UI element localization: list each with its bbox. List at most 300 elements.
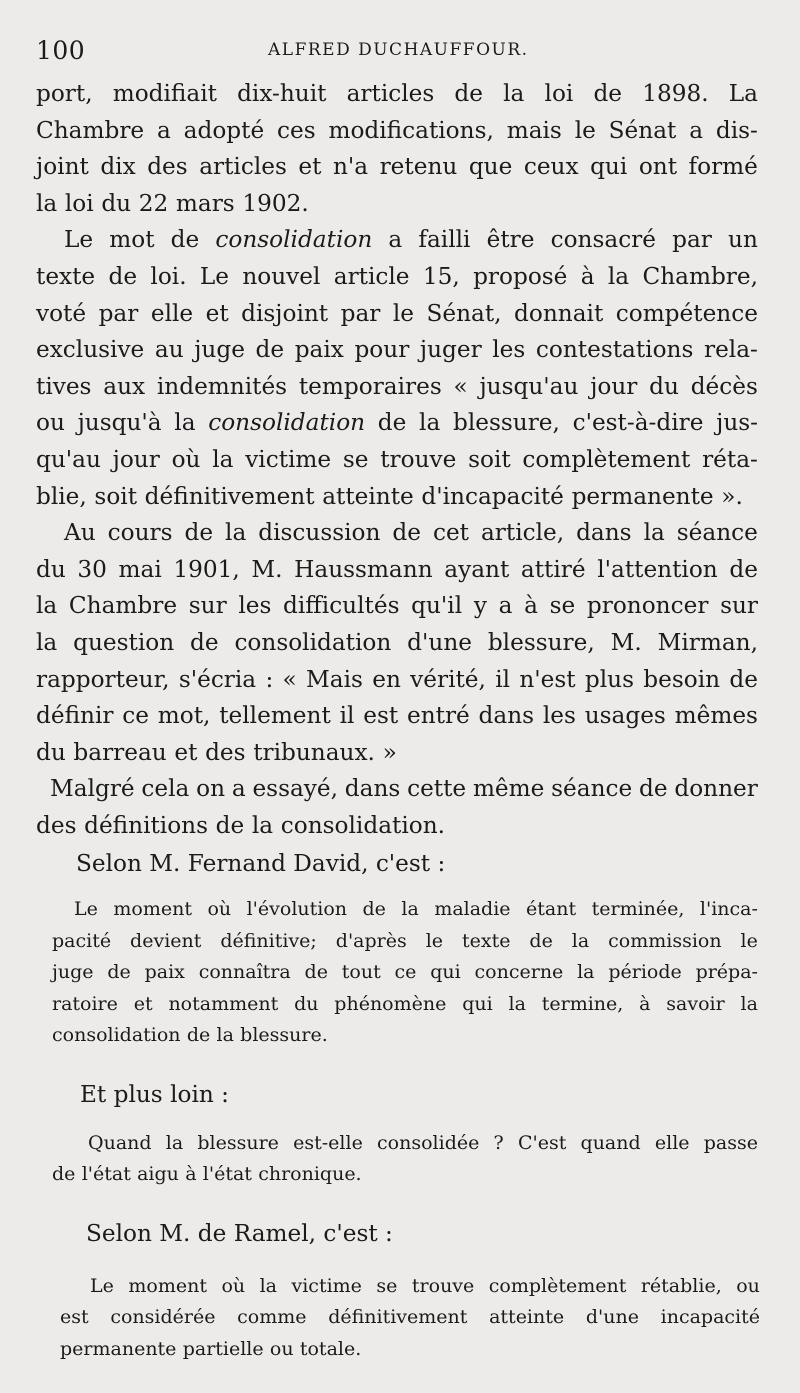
word: dix	[100, 153, 136, 181]
word: blessure.	[240, 1024, 328, 1047]
word: dans	[344, 775, 401, 803]
word: se	[376, 1274, 398, 1297]
word: attiré	[520, 555, 586, 583]
word: cours	[107, 519, 173, 547]
word: incapacité	[660, 1306, 760, 1329]
word: considérée	[110, 1306, 216, 1329]
word: article	[333, 262, 410, 290]
word: ou	[269, 1337, 294, 1360]
word: 30	[77, 555, 107, 583]
word: y	[473, 592, 487, 620]
word: de	[362, 898, 386, 921]
word: totale.	[299, 1337, 362, 1360]
word: blessure,	[487, 628, 595, 656]
word: à	[185, 1163, 197, 1186]
word: permanente	[571, 482, 714, 510]
word: le	[425, 929, 444, 952]
word: cela	[141, 775, 190, 803]
word: des	[36, 811, 77, 839]
word: Au	[64, 519, 96, 547]
word: paix	[294, 336, 344, 364]
word: Sénat,	[426, 299, 502, 327]
paragraph-discussion	[36, 515, 758, 771]
word: les	[542, 702, 576, 730]
word: moment	[113, 898, 192, 921]
text-line	[52, 1159, 758, 1191]
word: du	[36, 738, 66, 766]
word: le	[740, 929, 758, 952]
word: les	[492, 336, 526, 364]
page-body	[36, 76, 758, 1365]
word: la	[259, 1274, 278, 1297]
word: Malgré	[50, 775, 135, 803]
word: pacité	[52, 929, 112, 952]
quote-plus-loin	[52, 1128, 758, 1191]
word: de	[52, 1163, 76, 1186]
word: blie,	[36, 482, 87, 510]
word: de	[729, 665, 758, 693]
word: M.	[251, 555, 283, 583]
text-line	[36, 222, 758, 259]
paragraph-loi-1902	[36, 76, 758, 222]
text-line	[36, 186, 758, 223]
word: réta-	[702, 445, 758, 473]
word: séance	[551, 775, 633, 803]
word: Mirman,	[657, 628, 758, 656]
text-line	[36, 662, 758, 699]
word: temporaires	[298, 372, 442, 400]
word: et	[133, 992, 153, 1015]
word: l'état	[202, 1163, 252, 1186]
word: retenu	[379, 153, 458, 181]
word: plus	[584, 665, 634, 693]
word: ceux	[523, 153, 579, 181]
word: dans	[576, 519, 632, 547]
word: la	[607, 262, 630, 290]
word: même	[472, 775, 545, 803]
text-line	[36, 369, 758, 406]
text-line	[36, 698, 758, 735]
word: de	[392, 519, 421, 547]
word: contestations	[535, 336, 694, 364]
word: définitivement	[328, 1306, 468, 1329]
word: la	[216, 1024, 234, 1047]
word: de	[108, 262, 138, 290]
word: nouvel	[242, 262, 321, 290]
word: moment	[128, 1274, 207, 1297]
word: a	[231, 775, 246, 803]
word: que	[468, 153, 513, 181]
word: décès	[690, 372, 758, 400]
word: de	[593, 80, 623, 107]
text-line	[36, 552, 758, 589]
word: du	[294, 992, 319, 1015]
word: prononcer	[586, 592, 709, 620]
word: difficultés	[283, 592, 400, 620]
quote-david	[52, 894, 758, 1052]
word: partielle	[182, 1337, 264, 1360]
word: qui	[430, 961, 461, 984]
word: Chambre,	[642, 262, 758, 290]
word: donner	[674, 775, 758, 803]
word: la	[225, 519, 247, 547]
word: quand	[580, 1131, 641, 1154]
word: mars	[175, 189, 235, 217]
word: de	[190, 628, 219, 656]
word: Le	[74, 898, 98, 921]
intro-ramel: Selon M. de Ramel, c'est :	[86, 1219, 393, 1247]
word: modifiait	[112, 80, 217, 107]
word: la	[251, 811, 274, 839]
text-line	[52, 989, 758, 1021]
paragraph-mot-consolidation	[36, 222, 758, 515]
word: consacré	[550, 226, 656, 254]
word: est	[60, 1306, 89, 1329]
quote-ramel	[60, 1271, 760, 1366]
word: qu'au	[36, 445, 101, 473]
word: ».	[721, 482, 743, 510]
text-line	[36, 735, 758, 772]
word: comme	[237, 1306, 307, 1329]
word: la	[503, 80, 525, 107]
text-line	[36, 442, 758, 479]
word: a	[689, 116, 704, 144]
word: d'incapacité	[421, 482, 564, 510]
word: trouve	[411, 1274, 475, 1297]
word: sur	[720, 592, 758, 620]
word: la	[419, 409, 441, 437]
word: ou	[36, 409, 65, 437]
word: c'est-à-dire	[572, 409, 704, 437]
word: cet	[432, 519, 469, 547]
word: en	[372, 665, 401, 693]
word: port,	[36, 80, 93, 107]
text-line	[36, 259, 758, 296]
word: le	[392, 299, 414, 327]
word: connaîtra	[198, 961, 291, 984]
word: tribunaux.	[253, 738, 375, 766]
word: blessure	[197, 1131, 279, 1154]
word: devient	[130, 929, 202, 952]
word: termine,	[541, 992, 624, 1015]
word: cette	[407, 775, 467, 803]
word: consolidation	[234, 628, 392, 656]
word: ou	[736, 1274, 760, 1297]
word: de	[729, 555, 758, 583]
word: soit	[94, 482, 138, 510]
word: Quand	[88, 1131, 152, 1154]
word: dis-	[715, 116, 758, 144]
word: rapporteur,	[36, 665, 170, 693]
word: 1902.	[242, 189, 309, 217]
word: il	[495, 665, 511, 693]
word: 1901,	[173, 555, 240, 583]
word: exclusive	[36, 336, 145, 364]
word: consolidation	[215, 226, 373, 254]
word: l'évolution	[246, 898, 348, 921]
text-line	[52, 957, 758, 989]
word: ces	[277, 116, 316, 144]
word: jusqu'à	[77, 409, 162, 437]
word: disjoint	[241, 299, 329, 327]
word: terminée,	[591, 898, 685, 921]
word: du	[101, 189, 132, 217]
word: rela-	[704, 336, 758, 364]
word: la	[212, 445, 234, 473]
word: 22	[138, 189, 169, 217]
word: Le	[199, 262, 230, 290]
word: est	[363, 702, 399, 730]
word: n'a	[332, 153, 369, 181]
word: être	[486, 226, 535, 254]
text-line	[36, 771, 758, 808]
word: à	[639, 992, 651, 1015]
word: aux	[103, 372, 146, 400]
word: «	[282, 665, 297, 693]
word: la	[401, 898, 419, 921]
word: blessure,	[452, 409, 560, 437]
word: tives	[36, 372, 92, 400]
text-line	[36, 588, 758, 625]
text-line	[60, 1271, 760, 1303]
word: consolidation	[208, 409, 366, 437]
word: juger	[419, 336, 482, 364]
word: adopté	[183, 116, 265, 144]
word: dix-huit	[237, 80, 327, 107]
word: a	[498, 592, 513, 620]
word: phénomène	[334, 992, 447, 1015]
text-line	[36, 405, 758, 442]
text-line	[52, 926, 758, 958]
word: de	[255, 336, 285, 364]
word: Mais	[306, 665, 363, 693]
word: commission	[608, 929, 722, 952]
word: de	[304, 961, 328, 984]
word: des	[205, 738, 246, 766]
word: «	[453, 372, 468, 400]
word: période	[608, 961, 682, 984]
word: Haussmann	[294, 555, 433, 583]
word: de	[529, 929, 553, 952]
word: voté	[36, 299, 87, 327]
word: de	[454, 80, 483, 107]
word: l'inca-	[699, 898, 758, 921]
word: texte	[36, 262, 96, 290]
text-line	[36, 76, 758, 113]
word: définir	[36, 702, 114, 730]
text-line	[36, 808, 758, 845]
word: maladie	[434, 898, 511, 921]
word: séance	[676, 519, 758, 547]
word: loi	[544, 80, 574, 107]
word: permanente	[60, 1337, 177, 1360]
word: a	[388, 226, 403, 254]
word: la	[165, 1131, 184, 1154]
word: au	[154, 336, 184, 364]
word: de	[186, 1024, 211, 1047]
word: proposé	[473, 262, 568, 290]
word: ?	[493, 1131, 504, 1154]
word: d'après	[335, 929, 407, 952]
word: définitive;	[220, 929, 317, 952]
running-head: ALFRED DUCHAUFFOUR.	[268, 40, 529, 60]
word: joint	[36, 153, 89, 181]
word: failli	[418, 226, 471, 254]
word: la	[36, 628, 58, 656]
word: d'une	[407, 628, 472, 656]
word: un	[728, 226, 758, 254]
word: paix	[144, 961, 185, 984]
page-header	[36, 36, 760, 70]
word: le	[574, 116, 596, 144]
word: trouve	[380, 445, 457, 473]
page-number: 100	[36, 36, 86, 65]
word: La	[728, 80, 758, 107]
word: rétablie,	[640, 1274, 722, 1297]
word: de	[107, 961, 131, 984]
word: ce	[394, 961, 417, 984]
word: texte	[461, 929, 511, 952]
text-line	[60, 1302, 760, 1334]
word: compétence	[615, 299, 758, 327]
word: d'une	[585, 1306, 639, 1329]
word: C'est	[517, 1131, 567, 1154]
word: jour	[112, 445, 160, 473]
word: la	[643, 519, 665, 547]
word: est-elle	[293, 1131, 363, 1154]
word: sur	[188, 592, 227, 620]
word: mais	[506, 116, 562, 144]
text-line	[36, 515, 758, 552]
word: juge	[194, 336, 245, 364]
word: 1898.	[642, 80, 709, 107]
word: où	[171, 445, 201, 473]
word: à	[524, 592, 538, 620]
word: par	[340, 299, 381, 327]
word: où	[221, 1274, 246, 1297]
word: des	[147, 153, 188, 181]
word: discussion	[258, 519, 381, 547]
word: s'écria	[178, 665, 257, 693]
word: consolidée	[377, 1131, 480, 1154]
word: Le	[64, 226, 94, 254]
word: la	[36, 189, 58, 217]
word: et	[174, 738, 198, 766]
word: qui	[590, 153, 628, 181]
word: se	[549, 592, 576, 620]
word: M.	[610, 628, 642, 656]
text-line	[52, 1020, 758, 1052]
word: la	[36, 592, 58, 620]
word: de	[639, 775, 668, 803]
word: mot	[109, 226, 155, 254]
word: de	[170, 226, 200, 254]
word: l'état	[81, 1163, 131, 1186]
word: consolidation.	[280, 811, 446, 839]
word: à	[580, 262, 595, 290]
word: entré	[406, 702, 470, 730]
word: loi.	[150, 262, 187, 290]
word: de	[377, 409, 407, 437]
word: la	[577, 961, 595, 984]
word: usages	[584, 702, 666, 730]
word: tout	[341, 961, 381, 984]
word: complètement	[522, 445, 691, 473]
text-line	[36, 296, 758, 333]
word: tellement	[219, 702, 331, 730]
word: a	[156, 116, 171, 144]
word: victime	[245, 445, 332, 473]
word: Chambre	[68, 592, 178, 620]
word: par	[98, 299, 139, 327]
word: Chambre	[36, 116, 145, 144]
word: victime	[291, 1274, 362, 1297]
word: donnait	[514, 299, 604, 327]
word: ayant	[444, 555, 510, 583]
word: jour	[590, 372, 638, 400]
word: la	[174, 409, 196, 437]
intro-plus-loin: Et plus loin :	[80, 1080, 229, 1108]
text-line	[36, 149, 758, 186]
word: elle	[150, 299, 194, 327]
word: du	[649, 372, 679, 400]
word: qui	[462, 992, 493, 1015]
text-line	[36, 113, 758, 150]
text-line	[36, 625, 758, 662]
word: définitivement	[144, 482, 315, 510]
word: article,	[480, 519, 565, 547]
word: étant	[526, 898, 577, 921]
word: concerne	[474, 961, 564, 984]
word: du	[36, 555, 66, 583]
text-line	[36, 332, 758, 369]
text-line	[36, 479, 758, 516]
word: articles	[346, 80, 435, 107]
word: l'attention	[597, 555, 718, 583]
word: aigu	[137, 1163, 179, 1186]
word: la	[508, 992, 526, 1015]
word: elle	[654, 1131, 690, 1154]
word: la	[571, 929, 590, 952]
word: n'est	[519, 665, 576, 693]
word: loi	[64, 189, 94, 217]
word: pour	[354, 336, 410, 364]
word: ce	[122, 702, 149, 730]
word: de	[215, 811, 245, 839]
word: atteinte	[489, 1306, 565, 1329]
intro-david: Selon M. Fernand David, c'est :	[76, 850, 446, 878]
word: 15,	[422, 262, 460, 290]
word: et	[298, 153, 322, 181]
word: passe	[703, 1131, 758, 1154]
word: ont	[638, 153, 678, 181]
word: jusqu'au	[479, 372, 579, 400]
word: indemnités	[156, 372, 288, 400]
word: »	[382, 738, 397, 766]
word: qu'il	[411, 592, 463, 620]
word: ratoire	[52, 992, 118, 1015]
word: soit	[468, 445, 511, 473]
word: mêmes	[674, 702, 758, 730]
text-line	[52, 894, 758, 926]
word: mai	[118, 555, 162, 583]
word: jus-	[716, 409, 758, 437]
word: par	[672, 226, 712, 254]
word: définitions	[84, 811, 209, 839]
word: la	[740, 992, 758, 1015]
word: question	[73, 628, 175, 656]
word: Sénat	[608, 116, 677, 144]
